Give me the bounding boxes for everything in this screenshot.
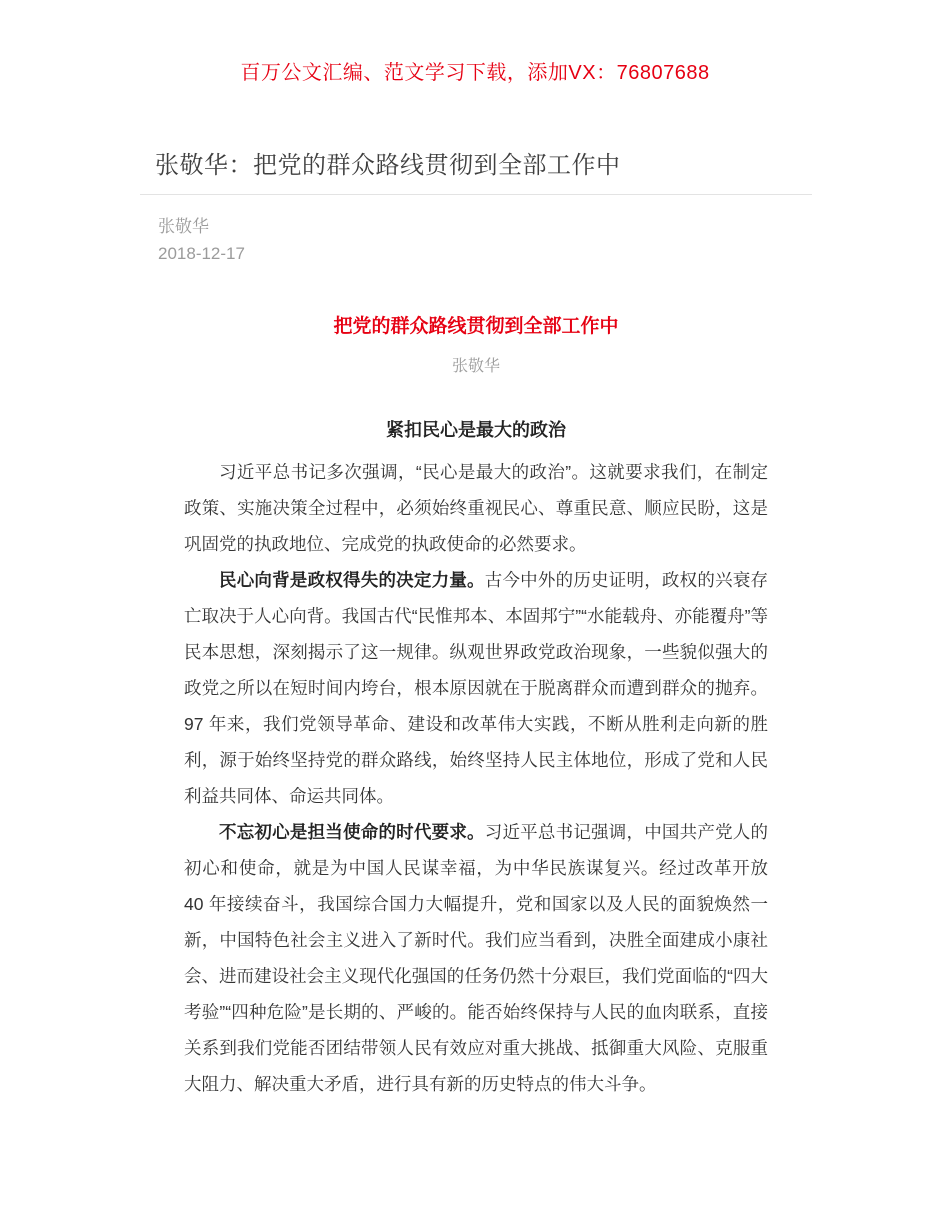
article-date: 2018-12-17: [158, 244, 245, 263]
paragraph-lead: 民心向背是政权得失的决定力量。: [219, 570, 485, 590]
doc-author: 张敬华: [451, 358, 500, 375]
paragraph-text: 古今中外的历史证明，政权的兴衰存亡取决于人心向背。我国古代“民惟邦本、本固邦宁”“水能载舟、亦能覆舟”等民本思想，深刻揭示了这一规律。纵观世界政党政治现象，一些貌似强大的政党之所以在短时间内垮台，根本原因就在于脱离群众而遭到群众的抛弃。97 年来，我们党领导革命、建设和改革伟大实践，不断从胜利走向新的胜利，源于始终坚持党的群众路线，始终坚持人民主体地位，形成了党和人民利益共同体、命运共同体。: [184, 570, 768, 806]
section-heading: 紧扣民心是最大的政治: [386, 420, 566, 440]
article: [140, 145, 812, 1102]
doc-title: 把党的群众路线贯彻到全部工作中: [333, 316, 619, 337]
paragraph-lead: 不忘初心是担当使命的时代要求。: [219, 822, 485, 842]
article-meta: [140, 213, 812, 267]
paragraph-2: [184, 562, 768, 814]
paragraph-1: [184, 454, 768, 562]
title-divider: [140, 194, 812, 195]
promo-banner: 百万公文汇编、范文学习下载，添加VX：76807688: [240, 62, 710, 84]
paragraph-text: 习近平总书记强调，中国共产党人的初心和使命，就是为中国人民谋幸福，为中华民族谋复兴。经过改革开放 40 年接续奋斗，我国综合国力大幅提升，党和国家以及人民的面貌焕然一新，中国特色社会主义进入了新时代。我们应当看到，决胜全面建成小康社会、进而建设社会主义现代化强国的任务仍然十分艰巨，我们党面临的“四大考验”“四种危险”是长期的、严峻的。能否始终保持与人民的血肉联系，直接关系到我们党能否团结带领人民有效应对重大挑战、抵御重大风险、克服重大阻力、解决重大矛盾，进行具有新的历史特点的伟大斗争。: [184, 822, 768, 1094]
page-title: 张敬华：把党的群众路线贯彻到全部工作中: [155, 152, 621, 179]
document-body: [184, 311, 768, 1102]
paragraph-3: [184, 814, 768, 1102]
article-author: 张敬华: [158, 217, 209, 236]
paragraph-text: 习近平总书记多次强调，“民心是最大的政治”。这就要求我们，在制定政策、实施决策全过程中，必须始终重视民心、尊重民意、顺应民盼，这是巩固党的执政地位、完成党的执政使命的必然要求。: [184, 462, 768, 554]
